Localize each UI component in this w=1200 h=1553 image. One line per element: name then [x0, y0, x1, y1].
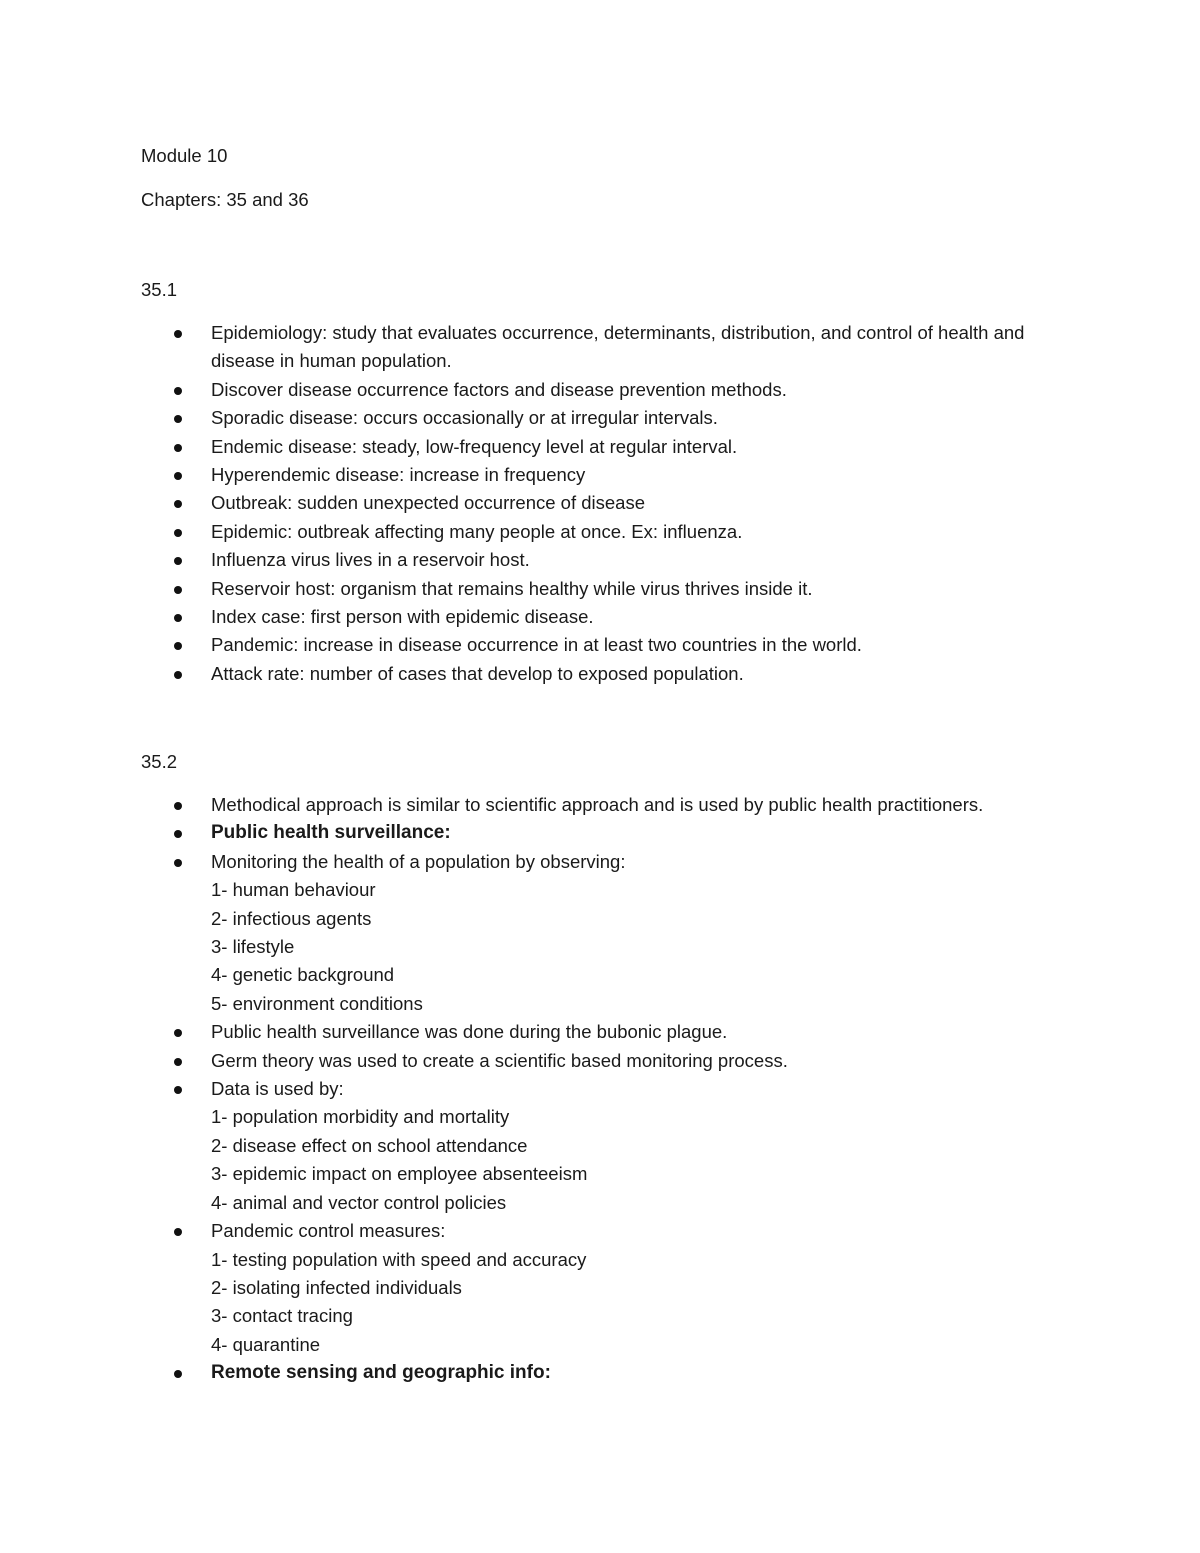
sub-item: 4- quarantine — [211, 1333, 321, 1355]
list-item-text: Pandemic control measures: — [211, 1220, 446, 1242]
list-item-text: Public health surveillance: — [211, 822, 451, 844]
bullet-icon — [174, 472, 182, 480]
list-item-text: Data is used by: — [211, 1078, 344, 1100]
bullet-icon — [174, 1086, 182, 1094]
list-item-text: Sporadic disease: occurs occasionally or at irregular intervals. — [211, 407, 718, 429]
list-item-text: Epidemic: outbreak affecting many people at once. Ex: influenza. — [211, 520, 743, 542]
list-item-text: Pandemic: increase in disease occurrence in at least two countries in the world. — [211, 634, 862, 656]
bullet-icon — [174, 1058, 182, 1066]
list-item — [0, 660, 1200, 688]
bullet-icon — [174, 330, 182, 338]
sub-item: 2- infectious agents — [211, 907, 372, 929]
list-item — [0, 603, 1200, 631]
list-item — [0, 461, 1200, 489]
module-title: Module 10 — [141, 145, 228, 166]
list-item-text: Public health surveillance was done during the bubonic plague. — [211, 1021, 728, 1043]
list-item-text: Outbreak: sudden unexpected occurrence of disease — [211, 492, 646, 514]
bullet-icon — [174, 444, 182, 452]
sub-item: 3- lifestyle — [211, 936, 295, 958]
list-item — [0, 319, 1200, 376]
list-item — [0, 1217, 1200, 1359]
list-item — [0, 1018, 1200, 1046]
list-item-text: Discover disease occurrence factors and disease prevention methods. — [211, 378, 787, 400]
list-item — [0, 1075, 1200, 1217]
list-item-text: Reservoir host: organism that remains healthy while virus thrives inside it. — [211, 577, 813, 599]
list-item-text: Index case: first person with epidemic disease. — [211, 606, 594, 628]
list-item-text: Influenza virus lives in a reservoir host. — [211, 549, 530, 571]
list-item — [0, 489, 1200, 517]
list-item — [0, 1047, 1200, 1075]
list-item-heading — [0, 819, 1200, 847]
list-item — [0, 404, 1200, 432]
sub-item: 1- population morbidity and mortality — [211, 1106, 510, 1128]
list-item — [0, 631, 1200, 659]
list-item-text: Attack rate: number of cases that develop to exposed population. — [211, 662, 744, 684]
list-item-text: Remote sensing and geographic info: — [211, 1362, 551, 1384]
bullet-icon — [174, 557, 182, 565]
list-item-text: Germ theory was used to create a scientific based monitoring process. — [211, 1049, 788, 1071]
sub-item: 1- testing population with speed and accuracy — [211, 1248, 587, 1270]
bullet-icon — [174, 387, 182, 395]
sub-item: 2- isolating infected individuals — [211, 1276, 462, 1298]
list-item-text: Epidemiology: study that evaluates occurrence, determinants, distribution, and control of health and disease in human population. — [211, 322, 1025, 372]
bullet-icon — [174, 1370, 182, 1378]
list-item — [0, 848, 1200, 1018]
sub-item: 3- epidemic impact on employee absenteeism — [211, 1163, 588, 1185]
section-heading-35-1: 35.1 — [141, 279, 178, 300]
bullet-icon — [174, 830, 182, 838]
list-item-heading — [0, 1359, 1200, 1387]
list-item-text: Monitoring the health of a population by observing: — [211, 850, 626, 872]
section-heading-35-2: 35.2 — [141, 751, 178, 772]
bullet-list-35-1 — [0, 319, 1200, 688]
bullet-icon — [174, 529, 182, 537]
bullet-icon — [174, 1228, 182, 1236]
list-item — [0, 433, 1200, 461]
list-item-text: Methodical approach is similar to scientific approach and is used by public health practitioners. — [211, 794, 984, 815]
list-item — [0, 518, 1200, 546]
list-item-text: Endemic disease: steady, low-frequency level at regular interval. — [211, 435, 738, 457]
list-item-text: Hyperendemic disease: increase in frequency — [211, 464, 586, 486]
bullet-icon — [174, 859, 182, 867]
bullet-icon — [174, 671, 182, 679]
sub-item: 4- animal and vector control policies — [211, 1191, 507, 1213]
list-item — [0, 376, 1200, 404]
bullet-icon — [174, 1029, 182, 1037]
bullet-icon — [174, 415, 182, 423]
sub-item: 5- environment conditions — [211, 992, 423, 1014]
list-item — [0, 546, 1200, 574]
bullet-icon — [174, 614, 182, 622]
bullet-icon — [174, 802, 182, 810]
bullet-icon — [174, 642, 182, 650]
chapters-line: Chapters: 35 and 36 — [141, 189, 309, 210]
sub-item: 4- genetic background — [211, 964, 395, 986]
sub-item: 1- human behaviour — [211, 879, 376, 901]
list-item — [0, 575, 1200, 603]
sub-item: 3- contact tracing — [211, 1305, 353, 1327]
bullet-list-35-2 — [0, 791, 1200, 1388]
sub-item: 2- disease effect on school attendance — [211, 1134, 528, 1156]
list-item — [0, 791, 1200, 819]
bullet-icon — [174, 586, 182, 594]
bullet-icon — [174, 500, 182, 508]
